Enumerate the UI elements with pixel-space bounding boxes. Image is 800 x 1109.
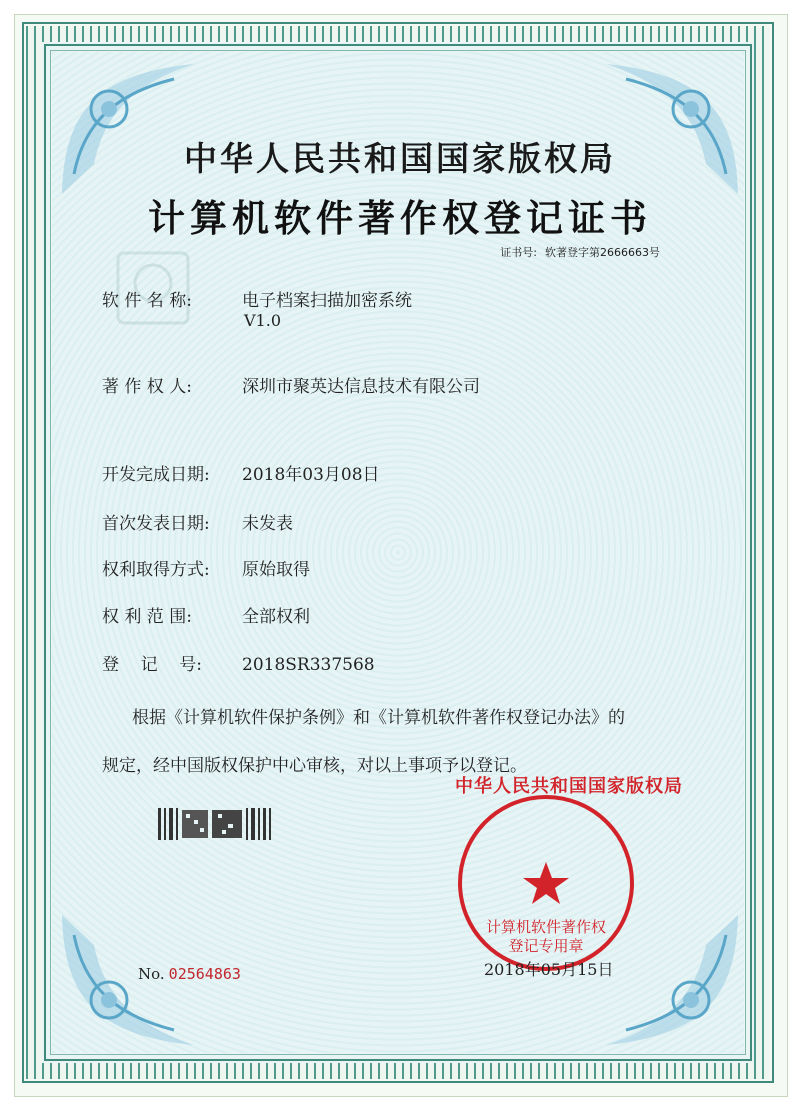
field-copyright-owner — [102, 372, 480, 397]
field-label: 权 利 范 围: — [102, 607, 192, 627]
serial-number-value: 02564863 — [168, 965, 241, 983]
seal-line-1: 计算机软件著作权 — [485, 918, 607, 936]
field-registration-number — [102, 650, 375, 675]
statement-line-1: 根据《计算机软件保护条例》和《计算机软件著作权登记办法》的 — [132, 708, 625, 728]
seal-ring-text: 中华人民共和国国家版权局 — [455, 776, 683, 797]
field-completion-date — [102, 460, 380, 485]
field-acquisition-method — [102, 555, 310, 580]
field-value: 原始取得 — [242, 560, 310, 580]
certificate-title: 计算机软件著作权登记证书 — [148, 196, 652, 240]
field-first-publication — [102, 509, 293, 534]
software-version: V1.0 — [244, 311, 281, 330]
field-label: 首次发表日期: — [102, 514, 210, 534]
official-seal — [455, 776, 683, 974]
issuing-authority: 中华人民共和国国家版权局 — [184, 139, 616, 178]
field-value: 2018SR337568 — [242, 655, 375, 675]
certificate-number-label: 证书号: — [500, 246, 537, 259]
field-value: 电子档案扫描加密系统 — [242, 291, 412, 311]
certificate-number-value: 软著登字第2666663号 — [545, 246, 660, 259]
star-icon — [523, 862, 569, 904]
field-label: 权利取得方式: — [102, 560, 210, 580]
corner-ornament-top-left — [54, 54, 204, 204]
field-value: 2018年03月08日 — [242, 465, 380, 485]
field-label: 软 件 名 称: — [102, 291, 192, 311]
field-value: 未发表 — [242, 514, 293, 534]
field-software-name — [102, 286, 412, 311]
statement-line-2: 规定，经中国版权保护中心审核，对以上事项予以登记。 — [102, 756, 527, 776]
barcode — [158, 804, 273, 844]
seal-line-2: 登记专用章 — [508, 937, 584, 955]
serial-number-label: No. — [138, 965, 165, 983]
issue-date: 2018年05月15日 — [484, 960, 614, 979]
field-label: 开发完成日期: — [102, 465, 210, 485]
serial-number — [138, 965, 241, 983]
corner-ornament-top-right — [596, 54, 746, 204]
field-rights-scope — [102, 602, 310, 627]
certificate-number — [492, 244, 660, 260]
field-label: 登 记 号: — [102, 655, 202, 675]
field-label: 著 作 权 人: — [102, 377, 192, 397]
field-value: 深圳市聚英达信息技术有限公司 — [242, 377, 480, 397]
field-value: 全部权利 — [242, 607, 310, 627]
